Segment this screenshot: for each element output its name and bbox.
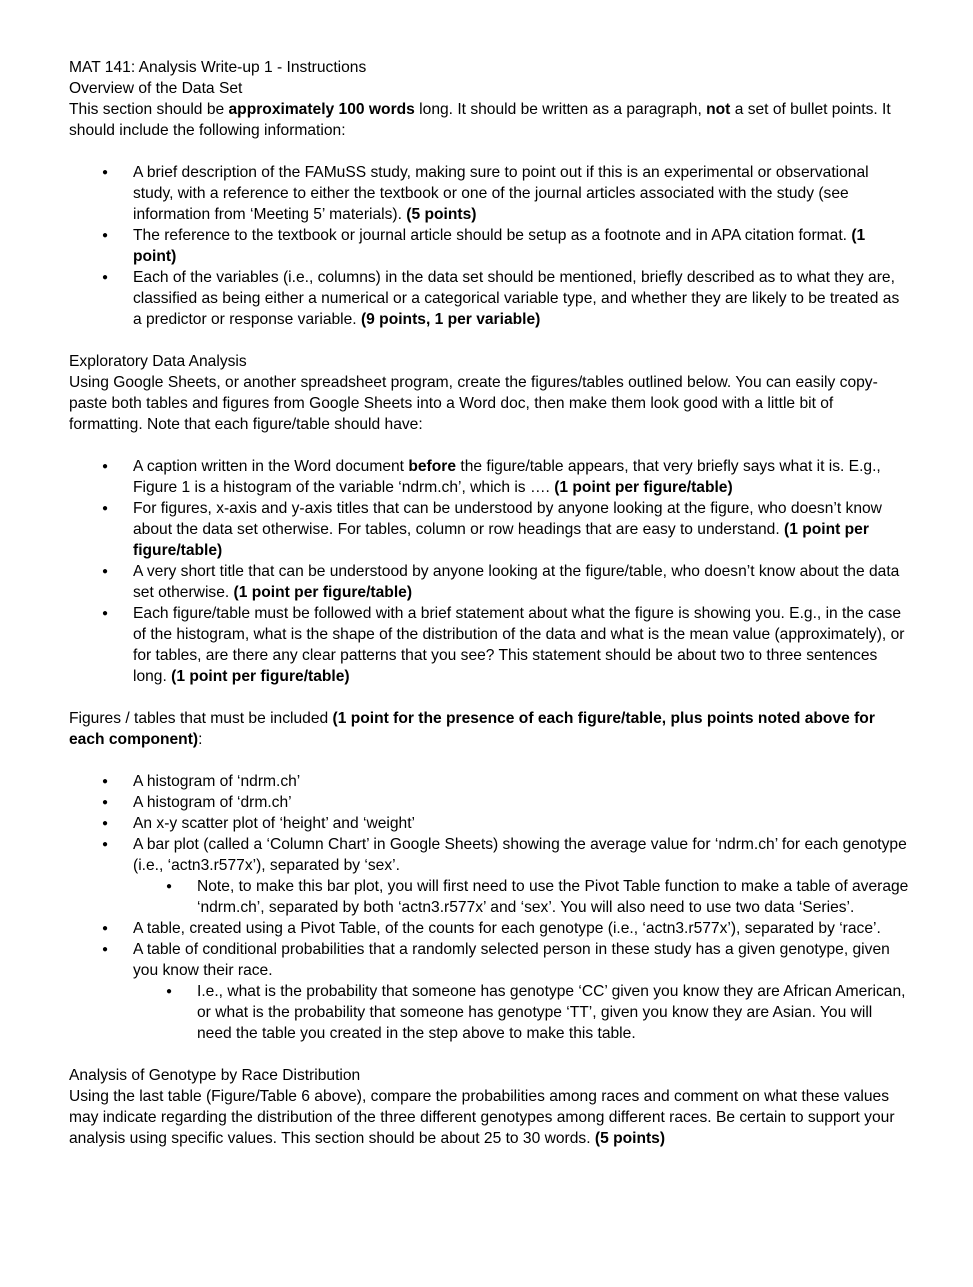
list-item: ● The reference to the textbook or journal article should be setup as a footnote and in APA citation format. (1 point) xyxy=(69,225,909,267)
list-item: ● Each figure/table must be followed with a brief statement about what the figure is showing you. E.g., in the case of the histogram, what is the shape of the distribution of the data and what is the mean value (approximately), or for tables, are there any clear patterns that you see? This statement should be about two to three sentences long. (1 point per figure/table) xyxy=(69,603,909,687)
list-item: ● A histogram of ‘ndrm.ch’ xyxy=(69,771,909,792)
list-item: ● A histogram of ‘drm.ch’ xyxy=(69,792,909,813)
sub-list-item: ● I.e., what is the probability that someone has genotype ‘CC’ given you know they are African American, or what is the probability that someone has genotype ‘TT’, given you know they are Asian. You will need the table you created in the step above to make this table. xyxy=(69,981,909,1044)
list-item: ● Each of the variables (i.e., columns) in the data set should be mentioned, briefly described as to what they are, classified as being either a numerical or a categorical variable type, and whether they are likely to be treated as a predictor or response variable. (9 points, 1 per variable) xyxy=(69,267,909,330)
overview-intro: This section should be approximately 100 words long. It should be written as a paragraph, not a set of bullet points. It should include the following information: xyxy=(69,101,891,139)
overview-heading: Overview of the Data Set xyxy=(69,80,243,97)
list-item: ● A table of conditional probabilities that a randomly selected person in these study has a given genotype, given you know their race. xyxy=(69,939,909,981)
sub-list-item: ● Note, to make this bar plot, you will first need to use the Pivot Table function to make a table of average ‘ndrm.ch’, separated by both ‘actn3.r577x’ and ‘sex’. You will also need to use two data ‘Series’. xyxy=(69,876,909,918)
list-item: ● An x-y scatter plot of ‘height’ and ‘weight’ xyxy=(69,813,909,834)
eda-intro: Using Google Sheets, or another spreadsheet program, create the figures/tables outlined below. You can easily copy-paste both tables and figures from Google Sheets into a Word doc, then make them look good with a little bit of formatting. Note that each figure/table should have: xyxy=(69,374,878,433)
overview-bullet-list xyxy=(69,162,909,330)
figures-list-continued xyxy=(69,918,909,981)
analysis-text: Using the last table (Figure/Table 6 above), compare the probabilities among races and comment on what these values may indicate regarding the distribution of the three different genotypes among different races. Be certain to support your analysis using specific values. This section should be about 25 to 30 words. (5 points) xyxy=(69,1088,895,1147)
figures-list xyxy=(69,771,909,876)
probability-sub-list xyxy=(69,981,909,1044)
list-item: ● A very short title that can be understood by anyone looking at the figure/table, who doesn’t know about the data set otherwise. (1 point per figure/table) xyxy=(69,561,909,603)
list-item: ● A table, created using a Pivot Table, of the counts for each genotype (i.e., ‘actn3.r577x’), separated by ‘race’. xyxy=(69,918,909,939)
list-item: ● A brief description of the FAMuSS study, making sure to point out if this is an experimental or observational study, with a reference to either the textbook or one of the journal articles associated with the study (see information from ‘Meeting 5’ materials). (5 points) xyxy=(69,162,909,225)
eda-bullet-list xyxy=(69,456,909,687)
eda-heading: Exploratory Data Analysis xyxy=(69,353,247,370)
list-item: ● For figures, x-axis and y-axis titles that can be understood by anyone looking at the figure, who doesn’t know about the data set otherwise. For tables, column or row headings that are easy to understand. (1 point per figure/table) xyxy=(69,498,909,561)
document-page xyxy=(69,57,909,1149)
figures-intro: Figures / tables that must be included (1 point for the presence of each figure/table, plus points noted above for each component): xyxy=(69,710,875,748)
analysis-heading: Analysis of Genotype by Race Distribution xyxy=(69,1067,361,1084)
barplot-sub-list xyxy=(69,876,909,918)
list-item: ● A caption written in the Word document before the figure/table appears, that very briefly says what it is. E.g., Figure 1 is a histogram of the variable ‘ndrm.ch’, which is …. (1 point per figure/table) xyxy=(69,456,909,498)
list-item: ● A bar plot (called a ‘Column Chart’ in Google Sheets) showing the average value for ‘ndrm.ch’ for each genotype (i.e., ‘actn3.r577x’), separated by ‘sex’. xyxy=(69,834,909,876)
document-title: MAT 141: Analysis Write-up 1 - Instructions xyxy=(69,59,367,76)
